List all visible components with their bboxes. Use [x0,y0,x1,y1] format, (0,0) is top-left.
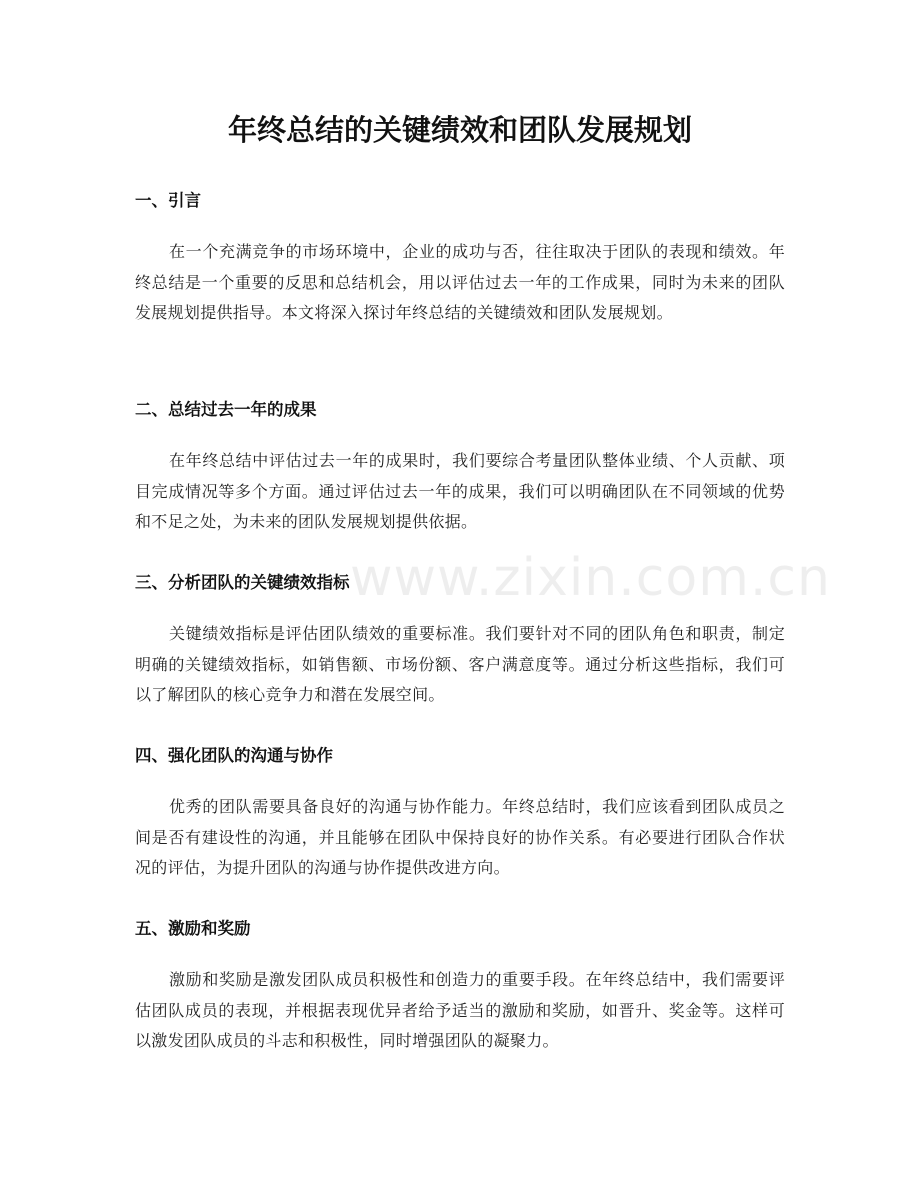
watermark-text: www.zixin.com.cn [350,548,831,608]
section-kpi-analysis [135,570,785,711]
section-past-year-results [135,397,785,538]
section-paragraph: 在年终总结中评估过去一年的成果时，我们要综合考量团队整体业绩、个人贡献、项目完成情况等多个方面。通过评估过去一年的成果，我们可以明确团队在不同领域的优势和不足之处，为未来的团队发展规划提供依据。 [135,451,785,531]
section-communication-collaboration [135,743,785,884]
section-paragraph: 激励和奖励是激发团队成员积极性和创造力的重要手段。在年终总结中，我们需要评估团队成员的表现，并根据表现优异者给予适当的激励和奖励，如晋升、奖金等。这样可以激发团队成员的斗志和积极性，同时增强团队的凝聚力。 [135,970,785,1050]
section-introduction [135,188,785,329]
section-heading: 一、引言 [135,191,201,210]
section-heading: 五、激励和奖励 [135,919,251,938]
section-paragraph: 在一个充满竞争的市场环境中，企业的成功与否，往往取决于团队的表现和绩效。年终总结是一个重要的反思和总结机会，用以评估过去一年的工作成果，同时为未来的团队发展规划提供指导。本文将深入探讨年终总结的关键绩效和团队发展规划。 [135,242,785,322]
section-incentives-rewards [135,916,785,1057]
section-heading: 四、强化团队的沟通与协作 [135,746,333,765]
section-paragraph: 关键绩效指标是评估团队绩效的重要标准。我们要针对不同的团队角色和职责，制定明确的关键绩效指标，如销售额、市场份额、客户满意度等。通过分析这些指标，我们可以了解团队的核心竞争力和潜在发展空间。 [135,624,785,704]
section-heading: 二、总结过去一年的成果 [135,400,317,419]
section-heading: 三、分析团队的关键绩效指标 [135,573,350,592]
section-paragraph: 优秀的团队需要具备良好的沟通与协作能力。年终总结时，我们应该看到团队成员之间是否有建设性的沟通，并且能够在团队中保持良好的协作关系。有必要进行团队合作状况的评估，为提升团队的沟通与协作提供改进方向。 [135,797,785,877]
document-title: 年终总结的关键绩效和团队发展规划 [227,113,692,147]
